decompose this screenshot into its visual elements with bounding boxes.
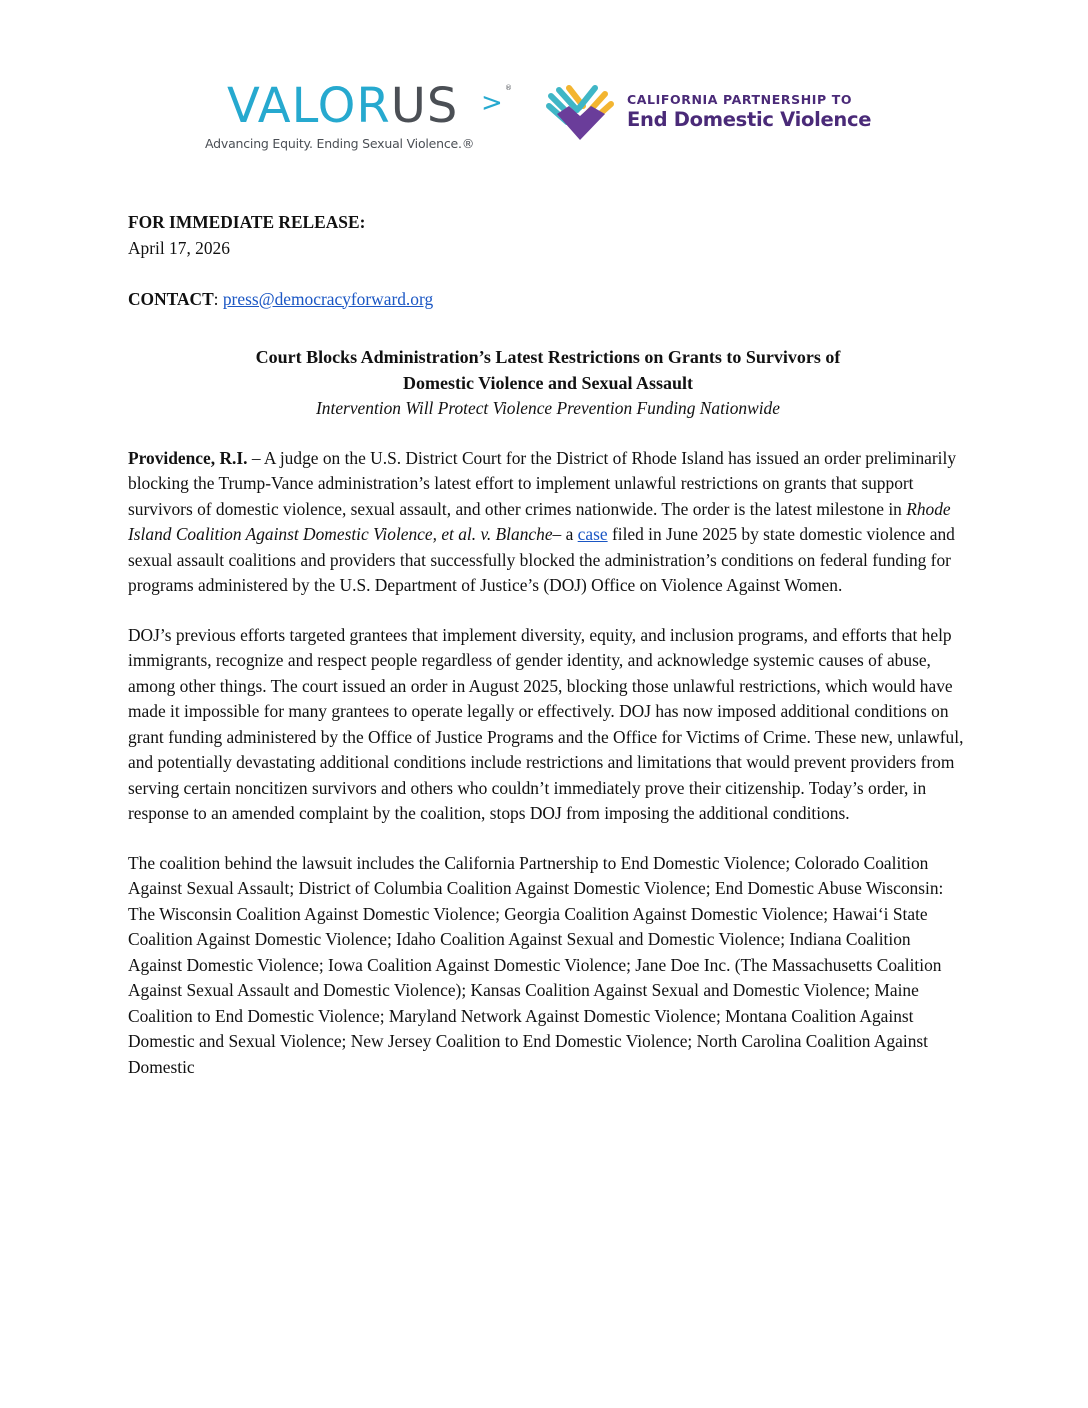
- case-name: Rhode Island Coalition Against Domestic Violence, et al. v. Blanche: [128, 498, 951, 544]
- valorus-word-part2: US: [390, 78, 459, 134]
- release-date: April 17, 2026: [128, 237, 230, 258]
- valorus-arrow-icon: >: [481, 88, 503, 118]
- paragraph-2: DOJ’s previous efforts targeted grantees that implement diversity, equity, and inclusion programs, and efforts that help immigrants, recognize and respect people regardless of gender identity, and acknowledge systemic causes of abuse, among other things. The court issued an order in August 2025, blocking those unlawful restrictions, which would have made it impossible for many grantees to operate legally or effectively. DOJ has now imposed additional conditions on grant funding administered by the Office of Justice Programs and the Office for Victims of Crime. These new, unlawful, and potentially devastating additional conditions include restrictions and limitations that would prevent providers from serving certain noncitizen survivors and others who couldn’t immediately prove their citizenship. Today’s order, in response to an amended complaint by the coalition, stops DOJ from imposing the additional conditions.: [128, 624, 964, 823]
- cpedv-logo: [545, 84, 872, 146]
- dateline: Providence, R.I.: [128, 447, 248, 468]
- cpedv-name-line2: End Domestic Violence: [627, 108, 872, 131]
- release-label: FOR IMMEDIATE RELEASE:: [128, 212, 366, 232]
- header-logos: [0, 78, 1088, 158]
- valorus-word-part1: VALOR: [227, 78, 391, 134]
- p1-text-a: – A judge on the U.S. District Court for the District of Rhode Island has issued an order preliminarily blocking the Trump-Vance administration’s latest effort to implement unlawful restrictions on grants that support survivors of domestic violence, sexual assault, and other crimes nationwide. The order is the latest milestone in: [128, 447, 957, 519]
- contact-line: [128, 287, 968, 313]
- contact-separator: :: [213, 288, 223, 309]
- p1-text-b: – a: [552, 524, 578, 544]
- valorus-wordmark: [227, 78, 459, 134]
- registered-mark: ®: [505, 84, 512, 92]
- paragraph-1: [128, 446, 968, 599]
- valorus-tagline: Advancing Equity. Ending Sexual Violence.®: [205, 136, 475, 151]
- p1-text-c: filed in June 2025 by state domestic violence and sexual assault coalitions and providers that successfully blocked the administration’s conditions on federal funding for programs administered by the U.S. Department of Justice’s (DOJ) Office on Violence Against Women.: [128, 524, 955, 595]
- cpedv-name-line1: CALIFORNIA PARTNERSHIP TO: [627, 92, 853, 107]
- hands-heart-icon: [545, 84, 615, 142]
- headline-line1: Court Blocks Administration’s Latest Restrictions on Grants to Survivors of: [255, 347, 841, 367]
- press-release: [128, 210, 968, 1080]
- paragraph-3: The coalition behind the lawsuit includes the California Partnership to End Domestic Violence; Colorado Coalition Against Sexual Assault; District of Columbia Coalition Against Domestic Violence; End Domestic Abuse Wisconsin: The Wisconsin Coalition Against Domestic Violence; Georgia Coalition Against Domestic Violence; Hawai‘i State Coalition Against Domestic Violence; Idaho Coalition Against Sexual and Domestic Violence; Indiana Coalition Against Domestic Violence; Iowa Coalition Against Domestic Violence; Jane Doe Inc. (The Massachusetts Coalition Against Sexual Assault and Domestic Violence); Kansas Coalition Against Sexual and Domestic Violence; Maine Coalition to End Domestic Violence; Maryland Network Against Domestic Violence; Montana Coalition Against Domestic and Sexual Violence; New Jersey Coalition to End Domestic Violence; North Carolina Coalition Against Domestic: [128, 852, 944, 1077]
- subheadline: Intervention Will Protect Violence Prevention Funding Nationwide: [316, 398, 780, 418]
- contact-label: CONTACT: [128, 288, 214, 309]
- headline-line2: Domestic Violence and Sexual Assault: [402, 373, 693, 393]
- case-link[interactable]: case: [577, 524, 608, 544]
- contact-email-link[interactable]: press@democracyforward.org: [222, 288, 434, 309]
- valorus-logo: [205, 78, 515, 152]
- headline: [128, 344, 968, 396]
